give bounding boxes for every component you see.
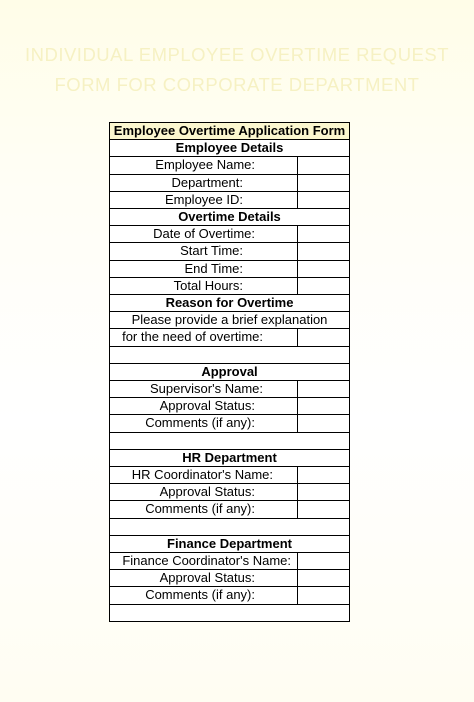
total-hours-label: Total Hours:	[110, 277, 298, 294]
end-time-field[interactable]	[298, 260, 350, 277]
approval-status-field[interactable]	[298, 398, 350, 415]
supervisor-name-field[interactable]	[298, 381, 350, 398]
hr-approval-status-label: Approval Status:	[110, 484, 298, 501]
section-heading-reason: Reason for Overtime	[110, 295, 350, 312]
finance-approval-status-label: Approval Status:	[110, 570, 298, 587]
approval-comments-label: Comments (if any):	[110, 415, 298, 432]
reason-field[interactable]	[298, 329, 350, 346]
date-of-overtime-label: Date of Overtime:	[110, 226, 298, 243]
supervisor-name-label: Supervisor's Name:	[110, 381, 298, 398]
employee-name-field[interactable]	[298, 157, 350, 174]
finance-comments-field[interactable]	[298, 587, 350, 604]
finance-coordinator-name-field[interactable]	[298, 553, 350, 570]
finance-coordinator-name-label: Finance Coordinator's Name:	[110, 553, 298, 570]
section-heading-employee-details: Employee Details	[110, 140, 350, 157]
blank-row	[110, 346, 350, 363]
employee-name-label: Employee Name:	[110, 157, 298, 174]
section-heading-hr-department: HR Department	[110, 449, 350, 466]
section-heading-overtime-details: Overtime Details	[110, 209, 350, 226]
background-title-line-1: INDIVIDUAL EMPLOYEE OVERTIME REQUEST	[24, 44, 450, 65]
department-field[interactable]	[298, 174, 350, 191]
blank-row	[110, 432, 350, 449]
reason-instruction-line-2: for the need of overtime:	[110, 329, 298, 346]
employee-id-field[interactable]	[298, 191, 350, 208]
section-heading-approval: Approval	[110, 363, 350, 380]
hr-comments-field[interactable]	[298, 501, 350, 518]
total-hours-field[interactable]	[298, 277, 350, 294]
blank-row	[110, 604, 350, 621]
reason-instruction-line-1: Please provide a brief explanation	[110, 312, 350, 329]
hr-comments-label: Comments (if any):	[110, 501, 298, 518]
approval-status-label: Approval Status:	[110, 398, 298, 415]
blank-row	[110, 518, 350, 535]
start-time-label: Start Time:	[110, 243, 298, 260]
hr-approval-status-field[interactable]	[298, 484, 350, 501]
approval-comments-field[interactable]	[298, 415, 350, 432]
finance-approval-status-field[interactable]	[298, 570, 350, 587]
overtime-form-table	[109, 122, 350, 622]
finance-comments-label: Comments (if any):	[110, 587, 298, 604]
end-time-label: End Time:	[110, 260, 298, 277]
background-title-line-2: FORM FOR CORPORATE DEPARTMENT	[54, 74, 420, 95]
employee-id-label: Employee ID:	[110, 191, 298, 208]
hr-coordinator-name-label: HR Coordinator's Name:	[110, 467, 298, 484]
form-title: Employee Overtime Application Form	[110, 123, 350, 140]
section-heading-finance-department: Finance Department	[110, 535, 350, 552]
hr-coordinator-name-field[interactable]	[298, 467, 350, 484]
department-label: Department:	[110, 174, 298, 191]
start-time-field[interactable]	[298, 243, 350, 260]
background-watermark-title	[0, 40, 474, 100]
date-of-overtime-field[interactable]	[298, 226, 350, 243]
